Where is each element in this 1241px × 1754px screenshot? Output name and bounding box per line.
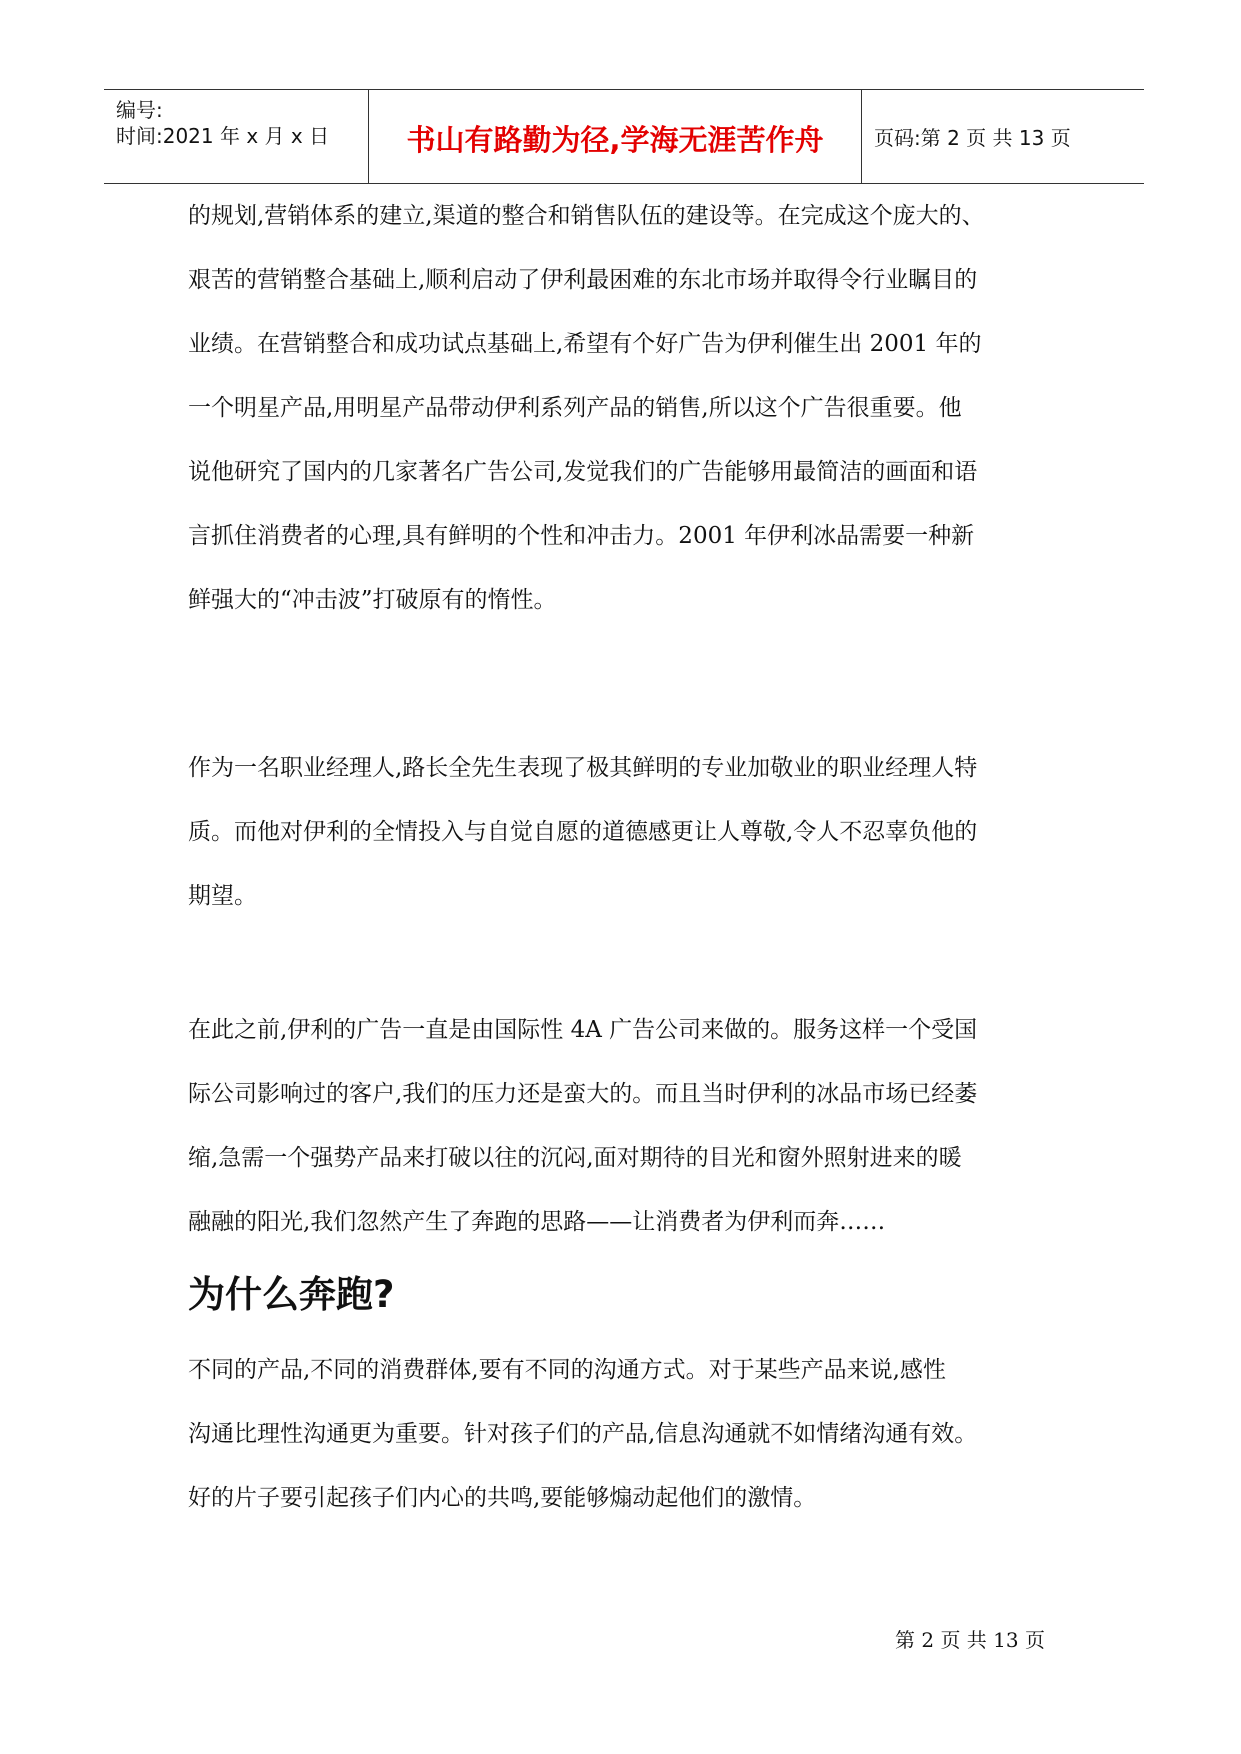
- text-line: 业绩。在营销整合和成功试点基础上,希望有个好广告为伊利催生出 2001 年的: [188, 331, 982, 357]
- document-time-label: 时间:2021 年 x 月 x 日: [116, 124, 330, 148]
- footer-page-indicator: 第 2 页 共 13 页: [895, 1628, 1045, 1652]
- section-heading: 为什么奔跑?: [188, 1273, 395, 1316]
- text-line: 沟通比理性沟通更为重要。针对孩子们的产品,信息沟通就不如情绪沟通有效。: [188, 1421, 978, 1447]
- text-line: 一个明星产品,用明星产品带动伊利系列产品的销售,所以这个广告很重要。他: [188, 395, 962, 421]
- paragraph-3: [188, 998, 1068, 1254]
- text-line: 作为一名职业经理人,路长全先生表现了极其鲜明的专业加敬业的职业经理人特: [188, 755, 978, 781]
- paragraph-2: [188, 736, 1068, 928]
- header-motto: 书山有路勤为径,学海无涯苦作舟: [406, 123, 824, 157]
- header-left-cell: [104, 90, 369, 183]
- header-motto-cell: [369, 90, 862, 183]
- text-line: 在此之前,伊利的广告一直是由国际性 4A 广告公司来做的。服务这样一个受国: [188, 1017, 978, 1043]
- header-right-cell: [862, 90, 1144, 183]
- paragraph-1: [188, 184, 1068, 632]
- text-line: 质。而他对伊利的全情投入与自觉自愿的道德感更让人尊敬,令人不忍辜负他的: [188, 819, 978, 845]
- text-line: 缩,急需一个强势产品来打破以往的沉闷,面对期待的目光和窗外照射进来的暖: [188, 1145, 962, 1171]
- text-line: 言抓住消费者的心理,具有鲜明的个性和冲击力。2001 年伊利冰品需要一种新: [188, 523, 975, 549]
- text-line: 际公司影响过的客户,我们的压力还是蛮大的。而且当时伊利的冰品市场已经萎: [188, 1081, 978, 1107]
- text-line: 说他研究了国内的几家著名广告公司,发觉我们的广告能够用最简洁的画面和语: [188, 459, 978, 485]
- text-line: 不同的产品,不同的消费群体,要有不同的沟通方式。对于某些产品来说,感性: [188, 1357, 946, 1383]
- text-line: 好的片子要引起孩子们内心的共鸣,要能够煽动起他们的激情。: [188, 1485, 817, 1511]
- text-line: 艰苦的营销整合基础上,顺利启动了伊利最困难的东北市场并取得令行业瞩目的: [188, 267, 978, 293]
- header-page-label: 页码:第 2 页 共 13 页: [874, 126, 1071, 150]
- text-line: 期望。: [188, 883, 257, 909]
- document-number-label: 编号:: [116, 98, 163, 122]
- section-paragraph: [188, 1338, 1068, 1530]
- page-header: [104, 89, 1144, 184]
- text-line: 的规划,营销体系的建立,渠道的整合和销售队伍的建设等。在完成这个庞大的、: [188, 203, 985, 229]
- text-line: 融融的阳光,我们忽然产生了奔跑的思路——让消费者为伊利而奔……: [188, 1209, 886, 1235]
- text-line: 鲜强大的“冲击波”打破原有的惰性。: [188, 587, 557, 613]
